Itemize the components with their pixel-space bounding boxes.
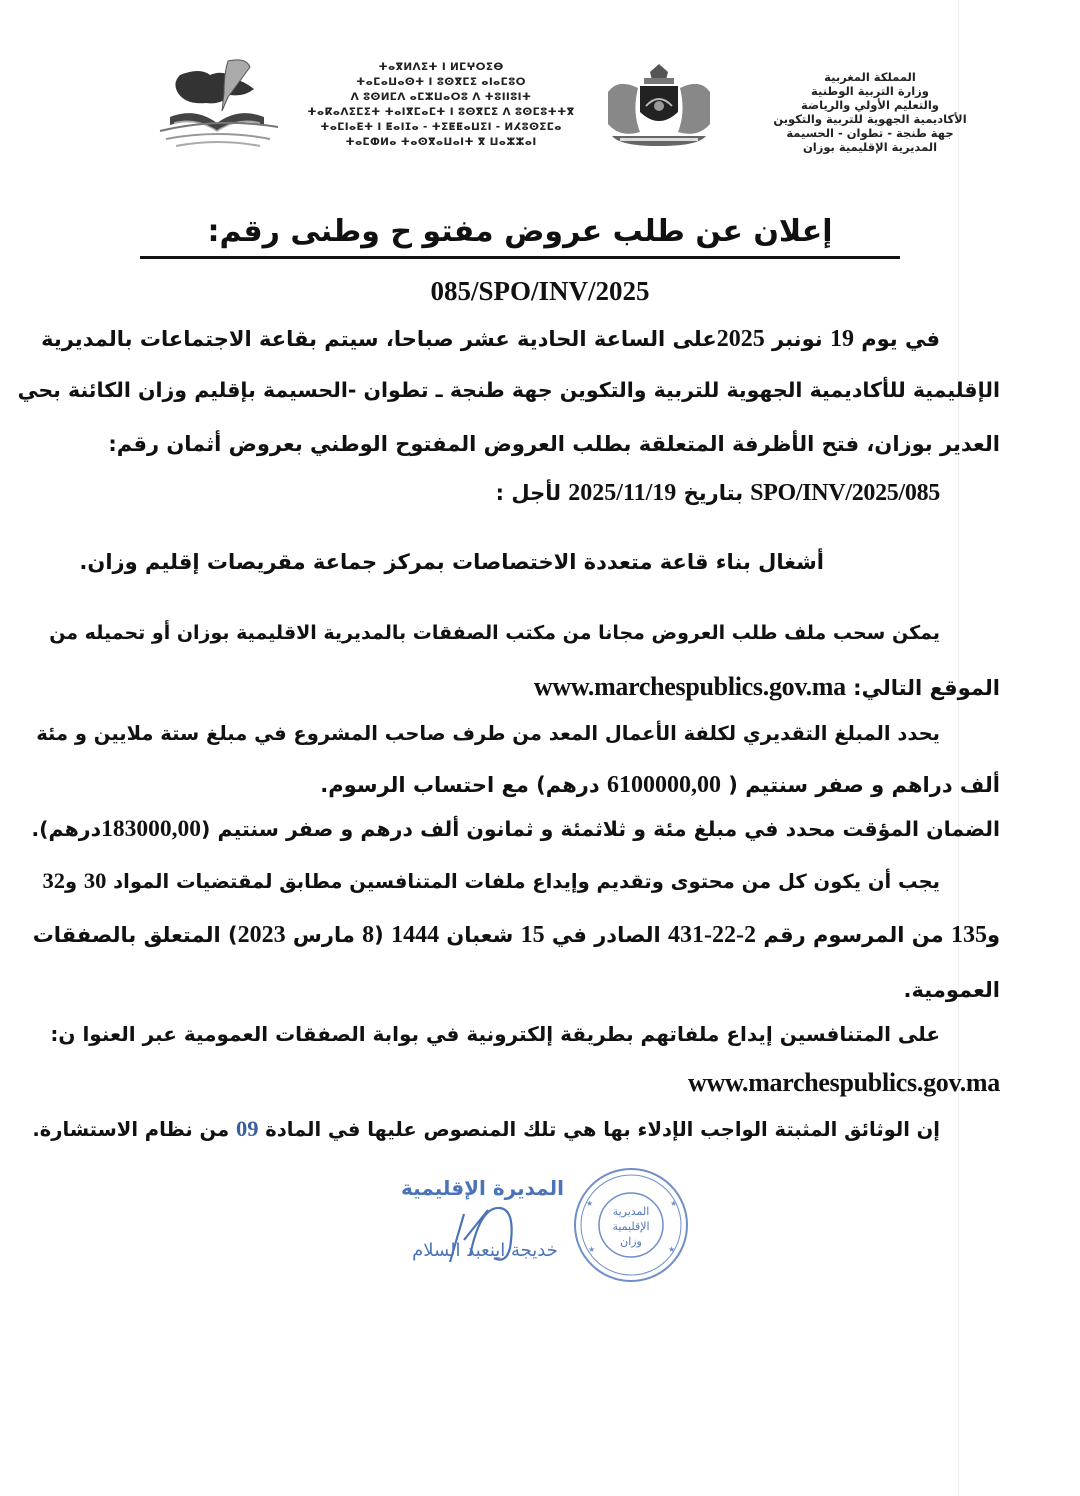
text-span: ) المتعلق بالصفقات: [32, 923, 238, 947]
year-number: 2025: [716, 326, 765, 352]
text-span: الصادر في: [544, 923, 669, 947]
signatory-name: خديجة اينعبد السلام: [412, 1240, 558, 1261]
tender-reference: 085/SPO/INV/2025: [430, 276, 650, 306]
gregorian-day: 8: [362, 922, 375, 948]
paragraph-line: العمومية.: [903, 978, 1000, 1002]
text-span: و: [64, 870, 84, 893]
header-line-tifinagh: ⵜⴰⵎⵀⵍⴰ ⵜⴰⵙⴳⴰⵡⴰⵏⵜ ⴳ ⵡⴰⵣⵣⴰⵏ: [345, 136, 537, 148]
academy-logo-icon: [150, 55, 285, 155]
hijri-day: 15: [520, 922, 545, 948]
title-underline: [140, 256, 900, 259]
tender-object: أشغال بناء قاعة متعددة الاختصاصات بمركز جماعة مقريصات إقليم وزان.: [79, 550, 824, 574]
ministry-header-tifinagh: [296, 60, 586, 150]
text-span: شعبان: [439, 923, 521, 947]
stamp-line: وزان: [620, 1235, 642, 1248]
svg-text:★: ★: [586, 1199, 594, 1208]
guarantee-amount: 183000,00: [101, 816, 202, 842]
website-link[interactable]: www.marchespublics.gov.ma: [688, 1068, 1000, 1097]
text-span: من نظام الاستشارة.: [32, 1118, 236, 1141]
paragraph-line: [33, 922, 1000, 949]
paragraph-line: [496, 480, 940, 507]
stamp-center-text: [572, 1204, 690, 1249]
announcement-title: إعلان عن طلب عروض مفتو ح وطنى رقم:: [207, 214, 833, 249]
text-span: مارس: [285, 923, 363, 947]
header-line-tifinagh: ⵜⴰⴽⴰⴷⵉⵎⵉⵜ ⵜⴰⵏⴳⵎⴰⵎⵜ ⵏ ⵓⵙⴳⵎⵉ ⴷ ⵓⵙⵎⵓⵜⵜⴳ: [307, 106, 575, 118]
header-line-tifinagh: ⴷ ⵓⵙⵍⵎⴷ ⴰⵎⵣⵡⴰⵔⵓ ⴷ ⵜⵓⵏⵏⵓⵏⵜ: [350, 91, 532, 103]
ministry-header-arabic: [728, 70, 1012, 154]
text-span: ألف دراهم و صفر سنتيم (: [720, 773, 1000, 797]
paragraph-line: يمكن سحب ملف طلب العروض مجانا من مكتب الصفقات بالمديرية الاقليمية بوزان أو تحميله من: [49, 622, 940, 644]
tender-reference-inline: 085/SPO/INV/2025: [750, 480, 940, 506]
article-number: 30: [83, 868, 107, 893]
estimated-amount: 6100000,00: [606, 772, 721, 798]
text-span: الموقع التالي:: [845, 676, 1000, 700]
text-span: و: [986, 923, 1000, 947]
article-number: 32: [42, 868, 65, 893]
hijri-year: 1444: [391, 922, 440, 948]
header-line-tifinagh: ⵜⴰⵎⵏⴰⴹⵜ ⵏ ⵟⴰⵏⵊⴰ - ⵜⵉⵟⵟⴰⵡⵉⵏ - ⵍⵃⵓⵙⵉⵎⴰ: [320, 121, 562, 133]
header-line: وزارة التربية الوطنية: [811, 84, 929, 98]
text-span: نونبر: [764, 327, 830, 351]
paragraph-line: على المتنافسين إيداع ملفاتهم بطريقة إلكترونية في بوابة الصفقات العمومية عبر العنوا ن:: [50, 1022, 940, 1046]
paragraph-line: [31, 816, 1000, 843]
text-span: على الساعة الحادية عشر صباحا، سيتم بقاعة الاجتماعات بالمديرية: [41, 327, 717, 351]
paragraph-line: [40, 326, 1000, 353]
text-span: الضمان المؤقت محدد في مبلغ مئة و ثلاثمئة و ثمانون ألف درهم و صفر سنتيم (: [201, 817, 1000, 841]
paragraph-line: [534, 672, 1000, 702]
coat-of-arms-icon: [600, 62, 718, 154]
text-span: (: [374, 923, 392, 947]
article-number: 09: [235, 1116, 259, 1141]
paragraph-line: [32, 1116, 940, 1142]
scan-artifact-line: [958, 0, 959, 1496]
header-line: جهة طنجة - تطوان - الحسيمة: [786, 126, 954, 140]
header-line: الأكاديمية الجهوية للتربية والتكوين: [773, 112, 967, 126]
header-line: والتعليم الأولي والرياضة: [801, 98, 939, 112]
paragraph-line: العدير بوزان، فتح الأظرفة المتعلقة بطلب العروض المفتوح الوطني بعروض أثمان رقم:: [108, 432, 1000, 456]
paragraph-line: [320, 772, 1000, 799]
svg-text:★: ★: [588, 1245, 596, 1254]
text-span: إن الوثائق المثبتة الواجب الإدلاء بها هي تلك المنصوص عليها في المادة: [258, 1118, 940, 1141]
header-line: المديرية الإقليمية بوزان: [802, 140, 938, 154]
text-span: درهم).: [31, 817, 102, 841]
header-line: المملكة المغربية: [824, 70, 916, 84]
text-span: لأجل :: [495, 481, 569, 505]
day-number: 19: [829, 326, 854, 352]
article-number: 135: [950, 922, 987, 948]
signatory-title: المديرة الإقليمية: [401, 1176, 564, 1200]
stamp-line: المديرية: [612, 1205, 650, 1218]
tender-date: 2025/11/19: [568, 480, 677, 506]
svg-text:★: ★: [668, 1245, 676, 1254]
paragraph-line: [42, 868, 940, 894]
stamp-line: الإقليمية: [612, 1220, 650, 1233]
text-span: يجب أن يكون كل من محتوى وتقديم وإيداع ملفات المتنافسين مطابق لمقتضيات المواد: [106, 870, 940, 893]
header-line-tifinagh: ⵜⴰⴳⵍⴷⵉⵜ ⵏ ⵍⵎⵖⵔⵉⴱ: [378, 61, 504, 73]
header-line-tifinagh: ⵜⴰⵎⴰⵡⴰⵙⵜ ⵏ ⵓⵙⴳⵎⵉ ⴰⵏⴰⵎⵓⵔ: [356, 76, 526, 88]
paragraph-line: الإقليمية للأكاديمية الجهوية للتربية والتكوين جهة طنجة ـ تطوان -الحسيمة بإقليم وزان الكائنة بحي: [17, 378, 1000, 402]
text-span: بتاريخ: [676, 481, 751, 505]
decree-number: 2-22-431: [668, 922, 757, 948]
text-span: في يوم: [853, 327, 940, 351]
website-link[interactable]: www.marchespublics.gov.ma: [533, 672, 846, 701]
text-span: من المرسوم رقم: [756, 923, 951, 947]
paragraph-line: يحدد المبلغ التقديري لكلفة الأعمال المعد من طرف صاحب المشروع في مبلغ ستة ملايين و مئة: [36, 722, 940, 745]
svg-text:★: ★: [670, 1199, 678, 1208]
gregorian-year: 2023: [237, 922, 286, 948]
text-span: درهم) مع احتساب الرسوم.: [320, 773, 607, 797]
